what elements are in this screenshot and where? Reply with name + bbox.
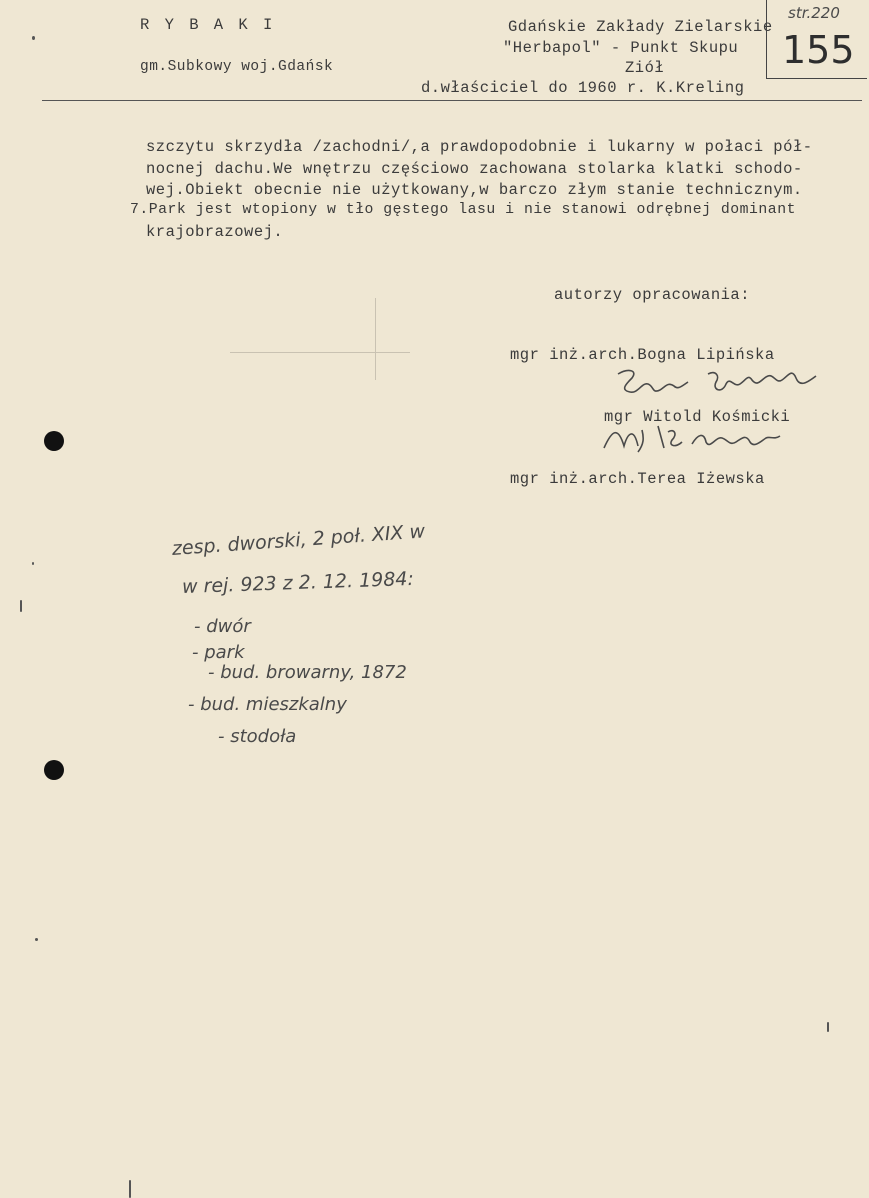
authors-heading: autorzy opracowania: (554, 286, 751, 304)
header-former-owner: d.właściciel do 1960 r. K.Kreling (421, 79, 745, 97)
sheet-number: 155 (782, 28, 855, 72)
body-line-5: krajobrazowej. (146, 223, 284, 241)
author-2: mgr Witold Kośmicki (604, 408, 791, 426)
header-owner-line2: "Herbapol" - Punkt Skupu (503, 39, 739, 57)
header-location: R Y B A K I (140, 16, 276, 34)
body-line-3: wej.Obiekt obecnie nie użytkowany,w barczo złym stanie technicznym. (146, 181, 803, 199)
punch-hole-lower (44, 760, 64, 780)
body-line-4: 7.Park jest wtopiony w tło gęstego lasu i nie stanowi odrębnej dominant (130, 202, 796, 218)
note-line-5: - bud. browarny, 1872 (208, 662, 407, 683)
header-owner-line1: Gdańskie Zakłady Zielarskie (508, 18, 773, 36)
note-line-1: zesp. dworski, 2 poł. XIX w (171, 520, 426, 560)
signature-kosmicki (598, 420, 788, 456)
note-line-6: - bud. mieszkalny (188, 694, 347, 715)
note-line-4: - park (192, 642, 245, 663)
note-line-2: w rej. 923 z 2. 12. 1984: (181, 567, 415, 598)
body-line-2: nocnej dachu.We wnętrzu częściowo zachowana stolarka klatki schodo- (146, 160, 803, 178)
note-line-3: - dwór (194, 616, 251, 637)
margin-speck (827, 1022, 829, 1032)
header-commune: gm.Subkowy woj.Gdańsk (140, 59, 334, 75)
author-1: mgr inż.arch.Bogna Lipińska (510, 346, 775, 364)
signature-lipinska (612, 362, 822, 402)
author-3: mgr inż.arch.Terea Iżewska (510, 470, 765, 488)
punch-hole-upper (44, 431, 64, 451)
fold-mark-horizontal (230, 352, 410, 353)
header-divider (42, 100, 862, 101)
margin-speck (20, 600, 22, 612)
margin-speck (35, 938, 38, 941)
fold-mark-vertical (375, 298, 376, 380)
body-line-1: szczytu skrzydła /zachodni/,a prawdopodobnie i lukarny w połaci pół- (146, 138, 813, 156)
margin-speck (32, 36, 35, 40)
note-line-7: - stodoła (218, 726, 297, 747)
margin-speck (32, 562, 34, 565)
page-reference: str.220 (788, 4, 840, 22)
header-owner-line3: Ziół (625, 59, 665, 77)
margin-speck (129, 1180, 131, 1198)
